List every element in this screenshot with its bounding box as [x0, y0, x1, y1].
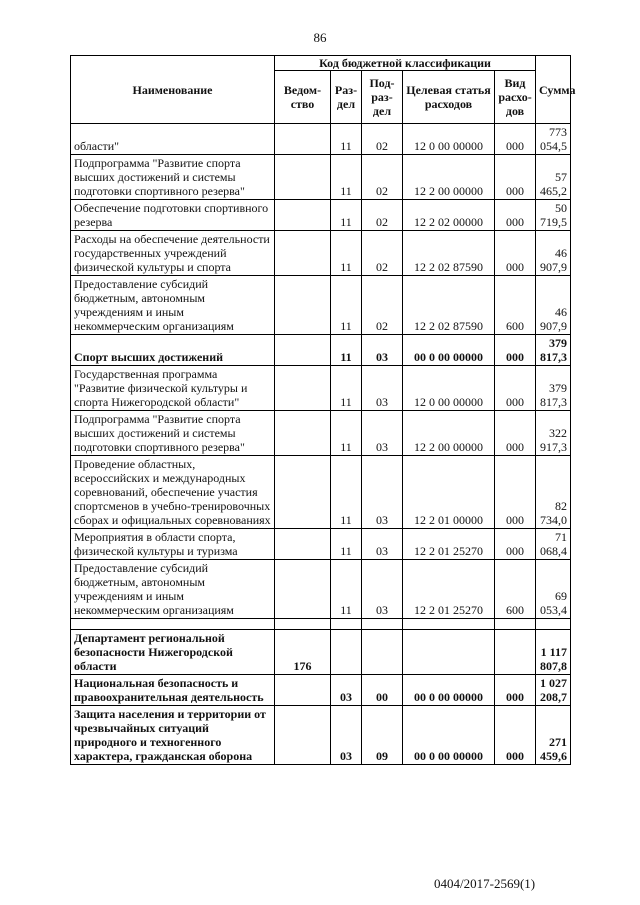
cell-vr: 000 — [495, 335, 536, 366]
table-row — [71, 366, 571, 411]
cell-rz: 11 — [331, 124, 362, 155]
cell-name: Подпрограмма "Развитие спорта высших достижений и системы подготовки спортивного резерва" — [71, 411, 275, 456]
cell-sum: 379 817,3 — [536, 366, 571, 411]
cell-sum: 69 053,4 — [536, 560, 571, 619]
cell-cs: 00 0 00 00000 — [403, 706, 495, 765]
cell-cs — [403, 630, 495, 675]
cell-name: области" — [71, 124, 275, 155]
cell-cs: 12 2 01 25270 — [403, 529, 495, 560]
cell-cs: 12 2 02 00000 — [403, 200, 495, 231]
cell-vr: 000 — [495, 529, 536, 560]
table-row — [71, 619, 571, 630]
cell-vr: 000 — [495, 706, 536, 765]
cell-sum: 1 027 208,7 — [536, 675, 571, 706]
cell-cs: 12 2 01 25270 — [403, 560, 495, 619]
cell-rz: 11 — [331, 200, 362, 231]
cell-rz: 11 — [331, 366, 362, 411]
cell-pr — [362, 630, 403, 675]
table-row — [71, 276, 571, 335]
cell-ved — [275, 124, 331, 155]
cell-rz: 11 — [331, 335, 362, 366]
cell-sum: 82 734,0 — [536, 456, 571, 529]
cell-cs: 12 0 00 00000 — [403, 124, 495, 155]
cell-ved — [275, 675, 331, 706]
cell-rz: 11 — [331, 155, 362, 200]
cell-vr: 000 — [495, 155, 536, 200]
header-classification: Код бюджетной классификации — [275, 56, 536, 71]
table-row — [71, 155, 571, 200]
table-row — [71, 231, 571, 276]
cell-vr: 600 — [495, 560, 536, 619]
table-row — [71, 124, 571, 155]
cell-ved — [275, 155, 331, 200]
cell-ved — [275, 411, 331, 456]
cell-vr — [495, 619, 536, 630]
cell-sum: 50 719,5 — [536, 200, 571, 231]
cell-rz: 11 — [331, 411, 362, 456]
cell-ved — [275, 456, 331, 529]
cell-ved — [275, 560, 331, 619]
table-row — [71, 411, 571, 456]
cell-name: Проведение областных, всероссийских и международных соревнований, обеспечение участия спортсменов в учебно-тренировочных сборах и официальных соревнованиях — [71, 456, 275, 529]
cell-pr: 00 — [362, 675, 403, 706]
cell-vr: 000 — [495, 200, 536, 231]
cell-name: Спорт высших достижений — [71, 335, 275, 366]
cell-rz: 11 — [331, 231, 362, 276]
cell-rz: 11 — [331, 560, 362, 619]
cell-name: Расходы на обеспечение деятельности государственных учреждений физической культуры и спорта — [71, 231, 275, 276]
cell-pr: 02 — [362, 155, 403, 200]
cell-vr: 000 — [495, 231, 536, 276]
cell-name: Государственная программа "Развитие физической культуры и спорта Нижегородской области" — [71, 366, 275, 411]
header-sum: Сумма — [536, 56, 571, 124]
cell-ved: 176 — [275, 630, 331, 675]
cell-ved — [275, 706, 331, 765]
cell-sum: 57 465,2 — [536, 155, 571, 200]
cell-vr: 000 — [495, 675, 536, 706]
cell-vr: 000 — [495, 411, 536, 456]
cell-rz — [331, 619, 362, 630]
cell-rz: 11 — [331, 529, 362, 560]
cell-cs: 12 2 01 00000 — [403, 456, 495, 529]
cell-ved — [275, 619, 331, 630]
cell-cs: 12 2 00 00000 — [403, 411, 495, 456]
cell-ved — [275, 200, 331, 231]
cell-cs: 00 0 00 00000 — [403, 335, 495, 366]
header-vedomstvo: Ведом-ство — [275, 71, 331, 124]
cell-pr: 03 — [362, 529, 403, 560]
cell-rz: 03 — [331, 706, 362, 765]
cell-name: Обеспечение подготовки спортивного резерва — [71, 200, 275, 231]
table-row — [71, 529, 571, 560]
cell-cs: 12 2 02 87590 — [403, 276, 495, 335]
cell-vr: 000 — [495, 124, 536, 155]
header-podrazdel: Под-раз-дел — [362, 71, 403, 124]
cell-pr: 02 — [362, 200, 403, 231]
cell-sum: 379 817,3 — [536, 335, 571, 366]
cell-name — [71, 619, 275, 630]
table-row — [71, 675, 571, 706]
cell-cs: 12 0 00 00000 — [403, 366, 495, 411]
cell-pr: 03 — [362, 335, 403, 366]
cell-pr: 09 — [362, 706, 403, 765]
budget-table — [70, 55, 576, 765]
cell-pr: 02 — [362, 124, 403, 155]
cell-cs: 12 2 02 87590 — [403, 231, 495, 276]
cell-pr: 03 — [362, 456, 403, 529]
cell-sum: 322 917,3 — [536, 411, 571, 456]
cell-sum: 46 907,9 — [536, 276, 571, 335]
cell-sum: 1 117 807,8 — [536, 630, 571, 675]
cell-pr: 02 — [362, 276, 403, 335]
header-row-1 — [71, 56, 571, 71]
cell-ved — [275, 366, 331, 411]
cell-pr: 03 — [362, 411, 403, 456]
cell-rz: 11 — [331, 456, 362, 529]
table-row — [71, 560, 571, 619]
table-row — [71, 200, 571, 231]
cell-cs — [403, 619, 495, 630]
cell-rz: 11 — [331, 276, 362, 335]
cell-pr: 02 — [362, 231, 403, 276]
cell-name: Департамент региональной безопасности Нижегородской области — [71, 630, 275, 675]
cell-rz — [331, 630, 362, 675]
cell-pr: 03 — [362, 560, 403, 619]
cell-rz: 03 — [331, 675, 362, 706]
cell-name: Мероприятия в области спорта, физической культуры и туризма — [71, 529, 275, 560]
header-name: Наименование — [71, 56, 275, 124]
cell-sum: 71 068,4 — [536, 529, 571, 560]
page-number: 86 — [313, 30, 327, 45]
cell-sum: 773 054,5 — [536, 124, 571, 155]
cell-ved — [275, 335, 331, 366]
cell-pr: 03 — [362, 366, 403, 411]
table-row — [71, 456, 571, 529]
cell-name: Национальная безопасность и правоохранительная деятельность — [71, 675, 275, 706]
cell-vr — [495, 630, 536, 675]
cell-vr: 000 — [495, 366, 536, 411]
cell-cs: 00 0 00 00000 — [403, 675, 495, 706]
cell-sum — [536, 619, 571, 630]
cell-ved — [275, 231, 331, 276]
cell-name: Подпрограмма "Развитие спорта высших достижений и системы подготовки спортивного резерва" — [71, 155, 275, 200]
header-target: Целевая статья расходов — [403, 71, 495, 124]
table-row — [71, 630, 571, 675]
table-row — [71, 706, 571, 765]
cell-cs: 12 2 00 00000 — [403, 155, 495, 200]
cell-name: Предоставление субсидий бюджетным, автономным учреждениям и иным некоммерческим организациям — [71, 560, 275, 619]
cell-ved — [275, 276, 331, 335]
document-code: 0404/2017-2569(1) — [434, 876, 536, 891]
cell-sum: 46 907,9 — [536, 231, 571, 276]
header-razdel: Раз-дел — [331, 71, 362, 124]
cell-pr — [362, 619, 403, 630]
cell-name: Защита населения и территории от чрезвычайных ситуаций природного и техногенного характера, гражданская оборона — [71, 706, 275, 765]
cell-vr: 000 — [495, 456, 536, 529]
cell-vr: 600 — [495, 276, 536, 335]
cell-ved — [275, 529, 331, 560]
header-vid: Вид расхо-дов — [495, 71, 536, 124]
cell-sum: 271 459,6 — [536, 706, 571, 765]
cell-name: Предоставление субсидий бюджетным, автономным учреждениям и иным некоммерческим организациям — [71, 276, 275, 335]
table-row — [71, 335, 571, 366]
